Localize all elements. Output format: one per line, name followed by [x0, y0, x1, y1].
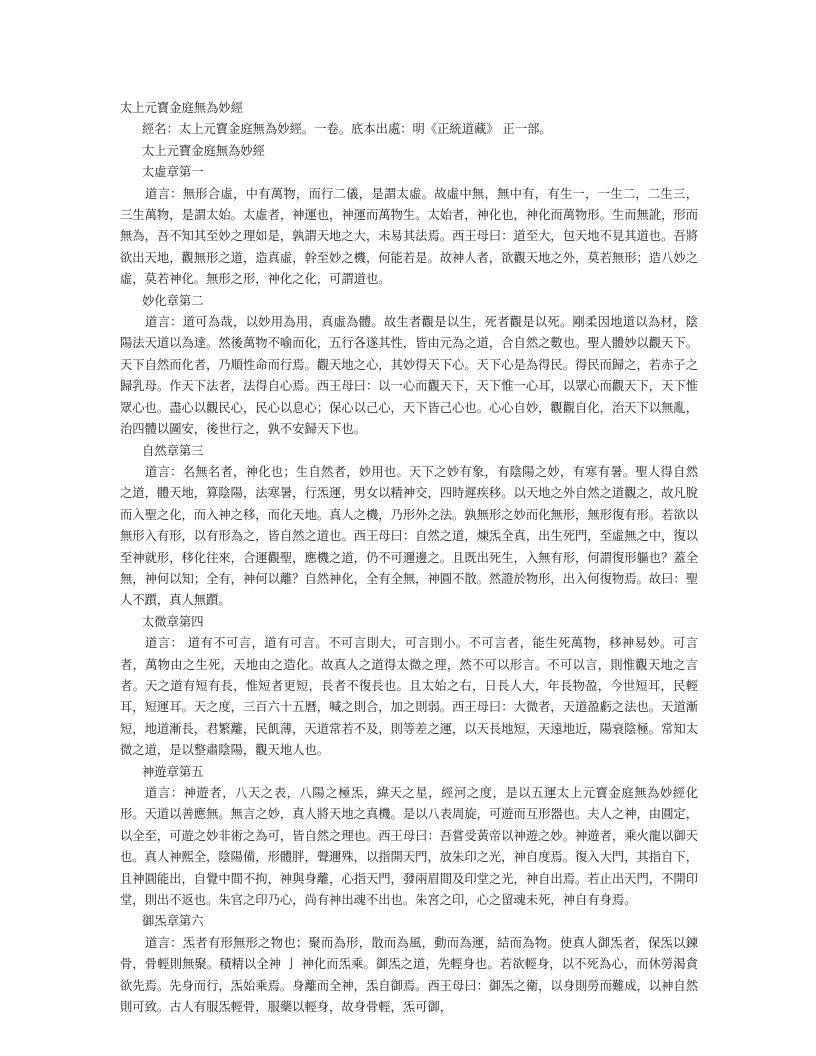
document-body	[120, 98, 698, 1018]
chapter-heading-3: 自然章第三	[142, 443, 204, 458]
document-title: 太上元寶金庭無為妙經	[120, 101, 243, 115]
chapter-body-2: 道言：道可為哉，以妙用為用，真虛為體。故生者觀是以生，死者觀是以死。剛柔因地道以為材，陰陽法天道以為達。然後萬物不喻而化，五行各遂其性，皆由元為之道，合自然之數也。聖人體妙以觀天下。天下自然而化者，乃順性命而行焉。觀天地之心，其妙得天下心。天下心是為得民。得民而歸之，若赤子之歸乳母。作天下法者，法得自心焉。西王母曰：以一心而觀天下，天下惟一心耳，以眾心而觀天下，天下惟眾心也。盡心以觀民心，民心以息心；保心以己心，天下皆己心也。心心自妙，觀觀自化，治天下以無亂，治四體以圖安，後世行之，孰不安歸天下也。	[120, 315, 698, 437]
chapter-heading-5: 神遊章第五	[142, 764, 204, 779]
document-colophon: 經名：太上元寶金庭無為妙經。一卷。底本出處：明《正統道藏》 正一部。	[142, 122, 552, 137]
chapter-heading-1: 太虛章第一	[142, 165, 204, 180]
chapter-body-1: 道言：無形合虛，中有萬物，而行二儀，是謂太虛。故虛中無，無中有，有生一，一生二，二生三，三生萬物，是謂太始。太虛者，神運也，神運而萬物生。太始者，神化也，神化而萬物形。生而無訛，形而無為，吾不知其至妙之理如是，孰謂天地之大，未易其法焉。西王母曰：道至大，包天地不見其道也。吾將欲出天地，觀無形之道，造真虛，幹至妙之機，何能若是。故神人者，欲觀天地之外，莫若無形；造八妙之虛，莫若神化。無形之形，神化之化，可謂道也。	[120, 186, 698, 287]
document-inner-title: 太上元寶金庭無為妙經	[142, 143, 265, 158]
chapter-heading-2: 妙化章第二	[142, 293, 204, 308]
chapter-heading-6: 御炁章第六	[142, 914, 204, 929]
chapter-body-6: 道言：炁者有形無形之物也；聚而為形，散而為風，動而為運，結而為物。使真人御炁者，保炁以鍊骨，骨輕則無聚。積精以全神 亅 神化而炁乘。御炁之道，先輕身也。若欲輕身，以不死為心，而休勞渴貪欲先焉。先身而行，炁始乘焉。身離而全神，炁自御焉。西王母曰：御炁之衛，以身則勞而難成，以神自然則可致。古人有服炁輕骨，服藥以輕身，故身骨輕，炁可御，	[120, 935, 698, 1015]
chapter-body-4: 道言： 道有不可言，道有可言。不可言則大，可言則小。不可言者，能生死萬物，移神易妙。可言者，萬物由之生死，天地由之造化。故真人之道得太微之理，然不可以形言。不可以言，則惟觀天地之言者。天之道有短有長，惟短者更短，長者不復長也。且太始之右，日長人大，年長物盈，今世短耳，民輕耳，短運耳。天之度，三百六十五曆，喊之則合，加之則弱。西王母曰：大微者，天道盈虧之法也。天道漸短，地道漸長，君繁離，民飢薄，天道常若不及，則等差之運，以天長地短，天遠地近，陽衰陰極。常知太微之道，是以整肅陰陽，觀天地人也。	[120, 636, 698, 758]
chapter-body-5: 道言：神遊者，八天之表，八陽之極炁，緯天之星，經河之度，是以五運太上元寶金庭無為妙經化形。天道以善應無。無言之妙，真人將天地之真機。是以八表周旋，可遊而互形器也。夫人之神，由圓定，以全至，可遊之妙非術之為可，皆自然之理也。西王母曰：吾嘗受黃帝以神遊之妙。神遊者，乘火龍以御天也。真人神熙全，陰陽備，形體胖，聲邇殊，以指開天門，放朱印之光，神自度焉。復入大門，其指自下，且神圓能出，自覺中間不拘，神與身離，心指天門，發兩眉間及印堂之光，神自出焉。若止出天門，不開印堂，則出不返也。朱官之印乃心，尚有神出魂不出也。朱宮之印，心之留魂未死，神自有身焉。	[120, 786, 698, 908]
chapter-body-3: 道言：名無名者，神化也；生自然者，妙用也。天下之妙有象，有陰陽之妙，有寒有暑。聖人得自然之道，體天地，算陰陽，法寒暑，行炁運，男女以精神交，四時遲疾移。以天地之外自然之道觀之，故凡脫而入聖之化，而入神之移，而化天地。真人之機，乃形外之法。孰無形之妙而化無形，無形復有形。若欲以無形入有形，以有形為之，皆自然之道也。西王母曰：自然之道，煉炁全真，出生死門，至虛無之中，復以至神就形，移化往來，合運觀聖，應機之道，仍不可邇邊之。且既出死生，入無有形，何謂復形軀也？蓋全無，神何以知；全有，神何以離？自然神化，全有全無，神圓不散。然證於物形，出入何復物焉。故曰：聖人不躓，真人無躓。	[120, 464, 698, 608]
chapter-heading-4: 太微章第四	[142, 614, 204, 629]
